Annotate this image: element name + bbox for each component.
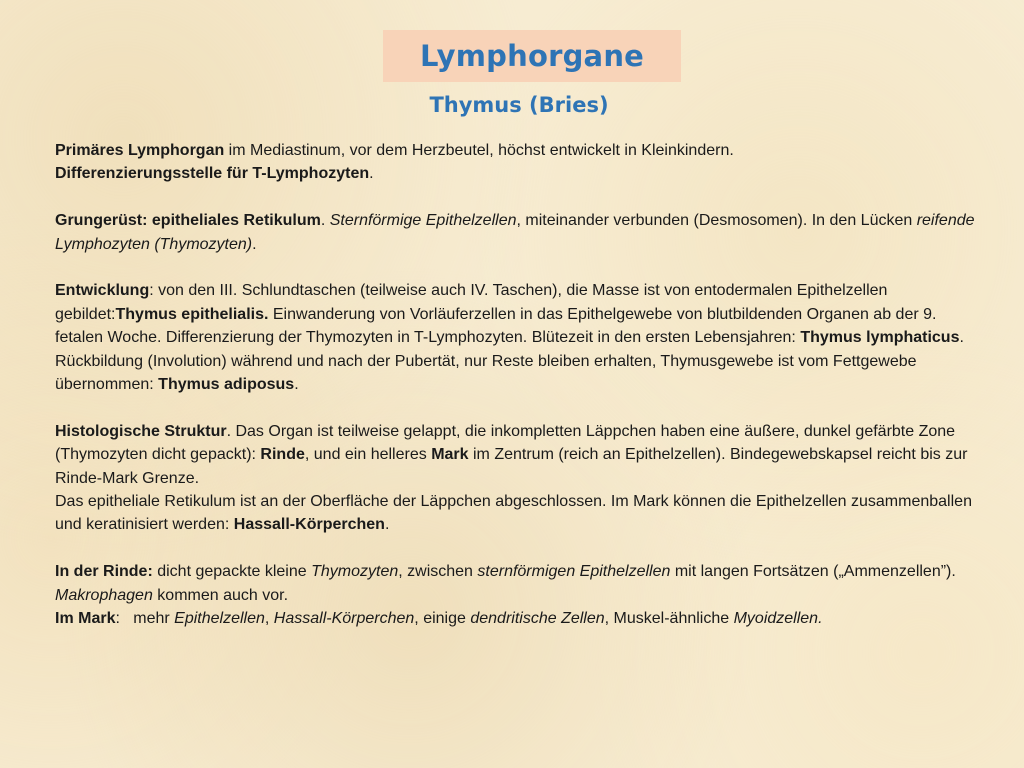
text: . Das Organ ist teilweise gelappt, die inkompletten Läppchen haben eine äußere, dunkel gefärbte Zone (Thymozyten dicht gepackt): bbox=[55, 422, 956, 464]
term-differentiation-site: Differenzierungsstelle für T-Lymphozyten bbox=[55, 165, 370, 183]
term-in-medulla: Im Mark bbox=[55, 610, 116, 628]
term-myoid-cells: Myoidzellen. bbox=[733, 610, 823, 628]
term-epithelial-cells: Epithelzellen bbox=[174, 610, 265, 628]
term-hassall-corpuscles: Hassall-Körperchen bbox=[273, 610, 415, 628]
term-thymus-adiposus: Thymus adiposus bbox=[158, 376, 295, 394]
text: , einige bbox=[414, 610, 471, 628]
paragraph-cortex-medulla bbox=[55, 560, 980, 630]
text: : von den III. Schlundtaschen (teilweise auch IV. Taschen), die Masse ist von entodermalen Epithelzellen gebildet: bbox=[55, 282, 888, 323]
term-development: Entwicklung bbox=[55, 282, 150, 300]
text: . bbox=[320, 212, 330, 230]
term-macrophages: Makrophagen bbox=[55, 586, 153, 604]
term-medulla: Mark bbox=[431, 446, 469, 464]
text-location: im Mediastinum, vor dem Herzbeutel, höchst entwickelt in Kleinkindern. bbox=[224, 142, 734, 159]
text: . bbox=[384, 516, 390, 534]
term-thymocytes: Thymozyten bbox=[311, 563, 399, 581]
text: mit langen Fortsätzen („Ammenzellen”). bbox=[670, 563, 956, 581]
text: dicht gepackte kleine bbox=[152, 563, 312, 581]
slide-body bbox=[55, 139, 980, 630]
term-primary-organ: Primäres Lymphorgan bbox=[55, 142, 225, 159]
term-in-cortex: In der Rinde: bbox=[55, 563, 153, 581]
term-cortex: Rinde bbox=[260, 446, 305, 464]
text: Einwanderung von Vorläuferzellen in das Epithelgewebe von blutbildenden Organen ab der 9. fetalen Woche. Differenzierung der Thymozyten in T-Lymphozyten. Blütezeit in den ersten Lebensjahren: bbox=[55, 305, 937, 347]
text: , Muskel-ähnliche bbox=[604, 610, 734, 628]
term-framework: Grungerüst: epitheliales Retikulum bbox=[55, 212, 321, 230]
text: . Rückbildung (Involution) während und nach der Pubertät, nur Reste bleiben erhalten, Thymusgewebe ist vom Fettgewebe übernommen: bbox=[55, 329, 964, 394]
paragraph-development bbox=[55, 279, 980, 396]
text: : mehr bbox=[115, 610, 175, 628]
text: . bbox=[252, 235, 257, 253]
term-histological-structure: Histologische Struktur bbox=[55, 422, 227, 440]
text: , zwischen bbox=[398, 563, 478, 581]
term-dendritic-cells: dendritische Zellen bbox=[470, 610, 605, 628]
text: . bbox=[294, 376, 299, 394]
text: kommen auch vor. bbox=[152, 586, 289, 604]
text: im Zentrum (reich an Epithelzellen). Bindegewebskapsel reicht bis zur Rinde-Mark Grenze. bbox=[55, 446, 968, 487]
title-box bbox=[383, 30, 681, 82]
paragraph-primary-organ bbox=[55, 139, 980, 186]
term-maturing-lymphocytes: reifende Lymphozyten (Thymozyten) bbox=[55, 212, 975, 253]
text-period: . bbox=[369, 165, 374, 183]
term-thymus-epithelialis: Thymus epithelialis. bbox=[115, 305, 269, 323]
term-hassall-corpuscles: Hassall-Körperchen bbox=[233, 516, 385, 534]
slide-subtitle: Thymus (Bries) bbox=[429, 93, 609, 117]
term-stellate-epithelial-cells: sternförmigen Epithelzellen bbox=[477, 563, 671, 581]
paragraph-histology bbox=[55, 420, 980, 537]
text: Das epitheliale Retikulum ist an der Oberfläche der Läppchen abgeschlossen. Im Mark können die Epithelzellen zusammenballen und keratinisiert werden: bbox=[55, 493, 972, 534]
paragraph-framework bbox=[55, 209, 980, 256]
term-stellate-epithelial-cells: Sternförmige Epithelzellen bbox=[329, 212, 517, 230]
text: , bbox=[264, 610, 274, 628]
term-thymus-lymphaticus: Thymus lymphaticus bbox=[800, 329, 960, 347]
text: , miteinander verbunden (Desmosomen). In den Lücken bbox=[516, 212, 917, 230]
slide-title: Lymphorgane bbox=[419, 39, 645, 73]
text: , und ein helleres bbox=[304, 446, 432, 464]
